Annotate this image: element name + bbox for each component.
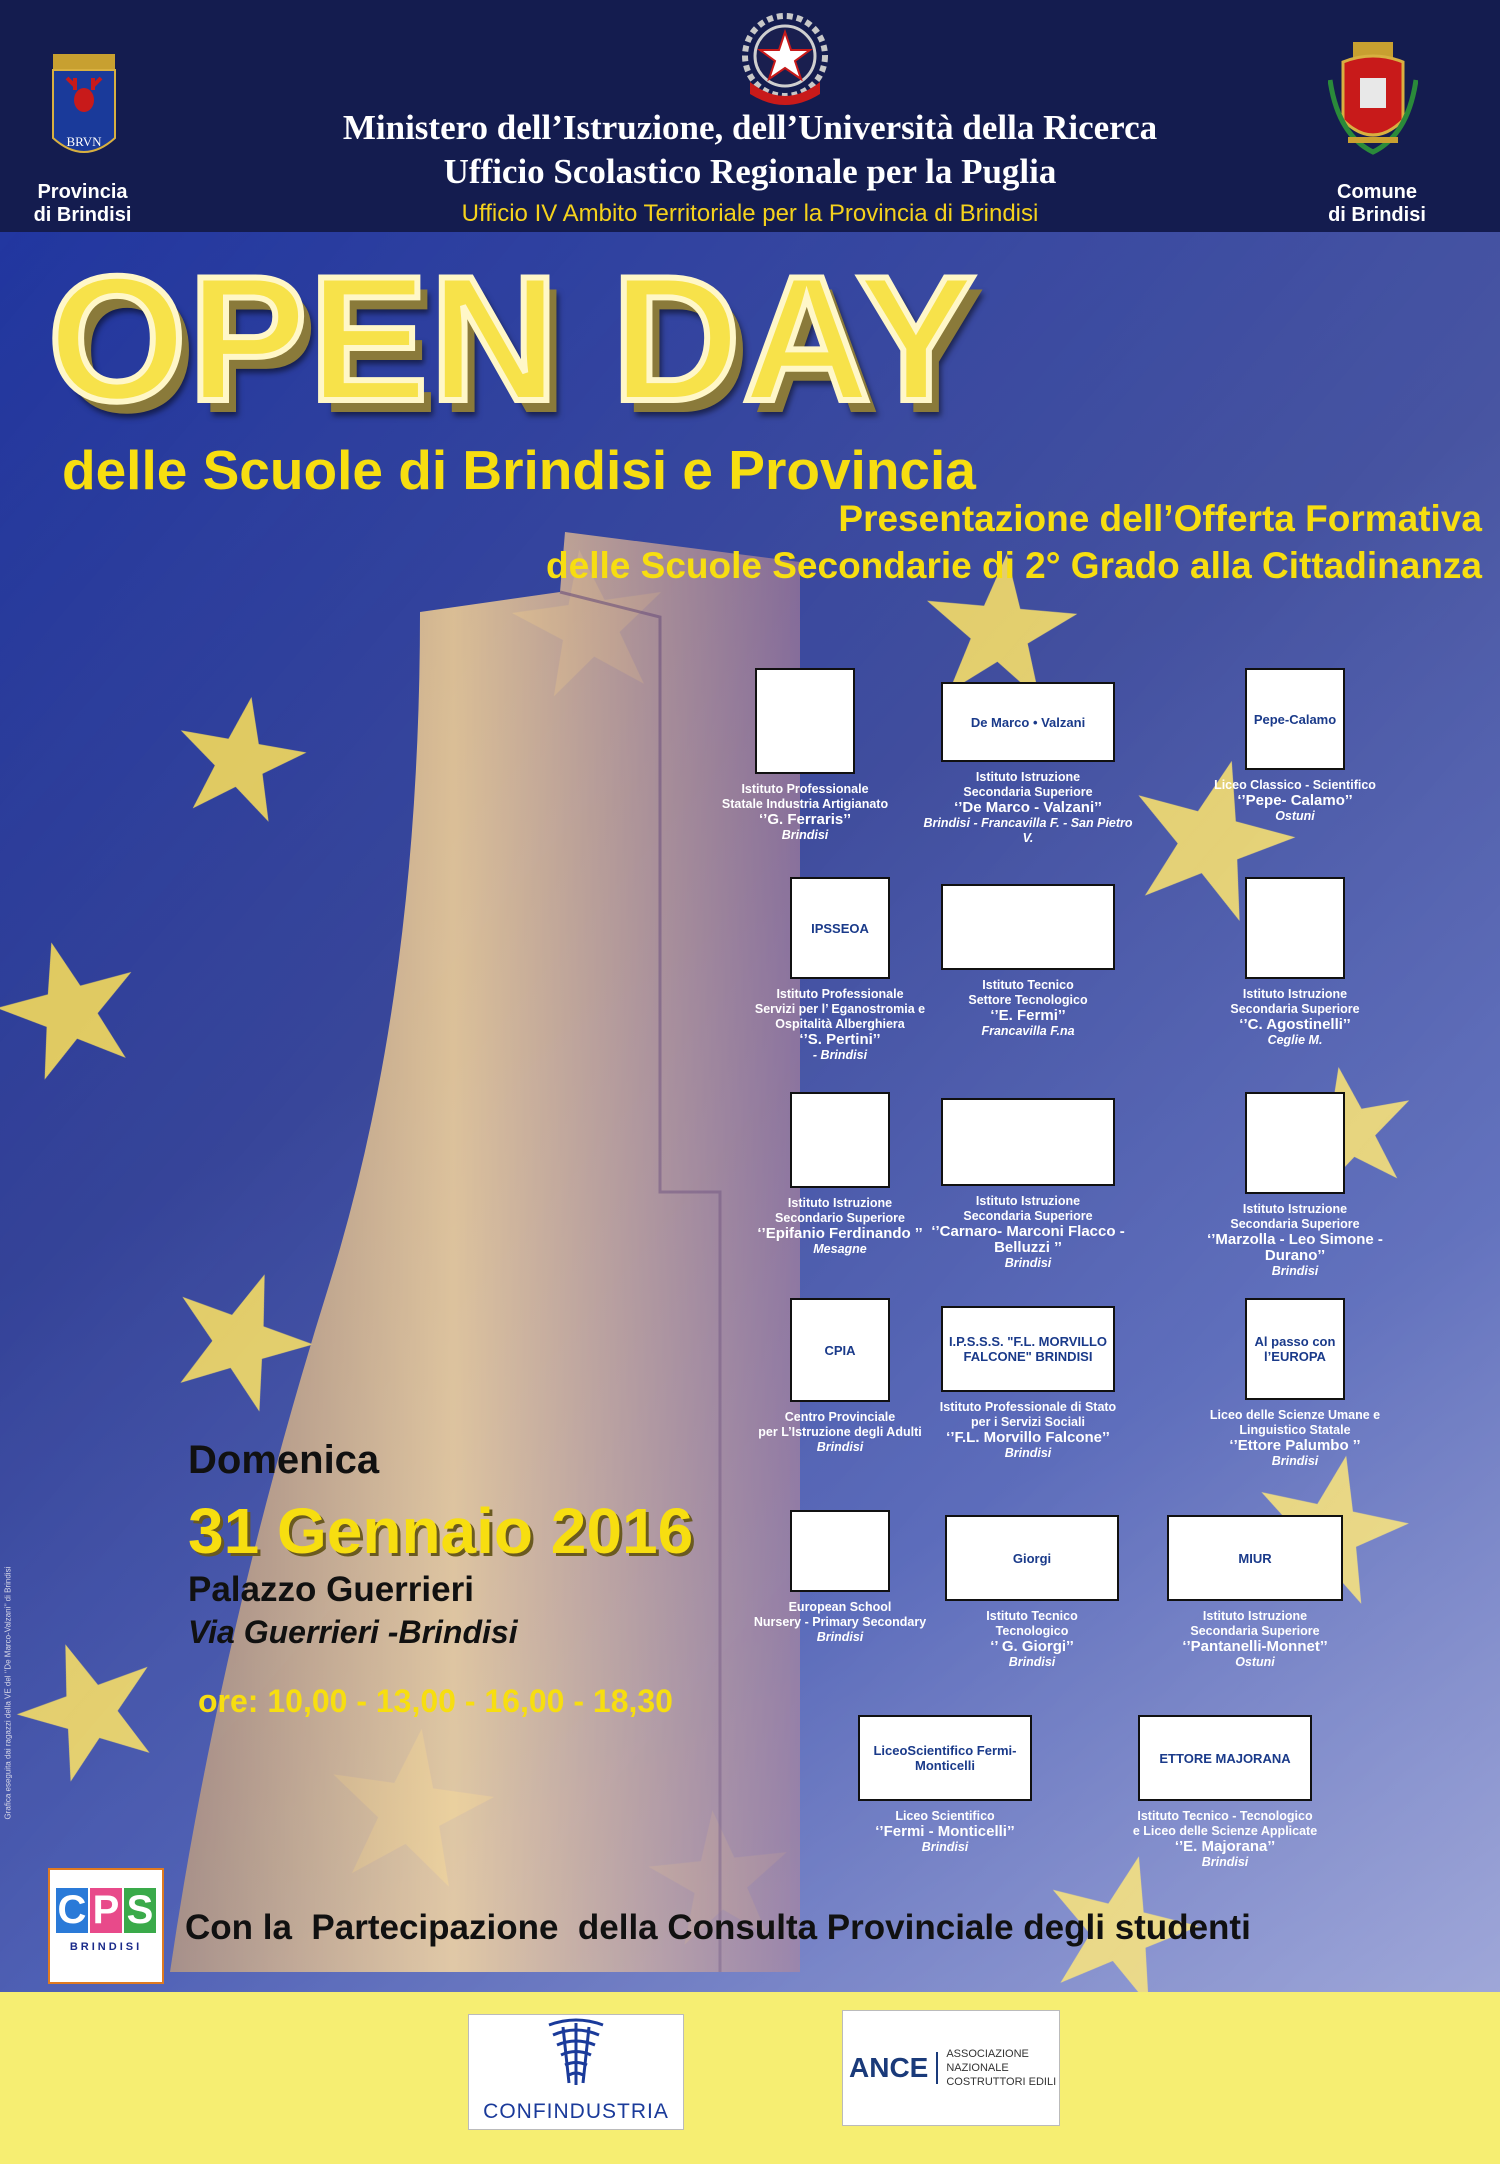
school-logo [941, 1306, 1115, 1392]
school-name: ‘’De Marco - Valzani’’ [954, 799, 1102, 816]
school-card [735, 1510, 945, 1645]
school-line-2: Secondaria Superiore [1230, 1002, 1360, 1016]
confindustria-logo [468, 2014, 684, 2130]
comune-emblem [1328, 40, 1418, 166]
school-line-2: Secondaria Superiore [963, 785, 1093, 799]
school-card [735, 1092, 945, 1257]
school-logo [790, 877, 890, 979]
school-logo-text [1024, 923, 1032, 931]
school-line-2: Settore Tecnologico [968, 993, 1088, 1007]
school-line-1: Istituto Professionale [741, 782, 869, 796]
ance-label: ANCE [843, 2052, 938, 2084]
school-city: Francavilla F.na [981, 1024, 1075, 1038]
school-name: ‘’F.L. Morvillo Falcone’’ [946, 1429, 1110, 1446]
school-line-2: per L’Istruzione degli Adulti [758, 1425, 922, 1439]
school-card [1190, 1092, 1400, 1279]
school-line-1: Istituto Professionale di Stato [939, 1400, 1117, 1414]
comune-label: Comune di Brindisi [1328, 181, 1426, 226]
school-logo [1245, 877, 1345, 979]
school-logo [790, 1298, 890, 1402]
school-line-1: Istituto Tecnico - Tecnologico [1137, 1809, 1313, 1823]
confindustria-icon [469, 2015, 683, 2095]
ance-sub-2: COSTRUTTORI EDILI [946, 2076, 1057, 2088]
school-logo [1245, 1092, 1345, 1194]
school-city: Brindisi [1004, 1446, 1052, 1460]
school-logo [1245, 668, 1345, 770]
school-name: ‘’Pepe- Calamo’’ [1237, 792, 1353, 809]
school-line-1: Istituto Professionale [776, 987, 904, 1001]
school-logo [1138, 1715, 1312, 1801]
school-line-2: e Liceo delle Scienze Applicate [1132, 1824, 1318, 1838]
school-card [923, 884, 1133, 1039]
school-line-2: Servizi per l’ Eganostromia e Ospitalità Alberghiera [754, 1002, 926, 1031]
school-line-2: Nursery - Primary Secondary [753, 1615, 927, 1629]
provincia-emblem [45, 48, 123, 166]
school-logo [790, 1510, 890, 1592]
school-name: ‘’Epifanio Ferdinando ’’ [757, 1225, 923, 1242]
school-logo [790, 1092, 890, 1188]
event-venue: Palazzo Guerrieri [188, 1570, 474, 1609]
school-name: ‘’S. Pertini’’ [799, 1031, 881, 1048]
school-line-1: Istituto Istruzione [1242, 987, 1348, 1001]
school-line-1: Istituto Tecnico [982, 978, 1074, 992]
school-logo-text: De Marco • Valzani [970, 714, 1086, 730]
subtitle-cittadinanza: delle Scuole Secondarie di 2° Grado alla Cittadinanza [546, 545, 1482, 586]
school-city: Brindisi [816, 1440, 864, 1454]
sponsor-footer [0, 1992, 1500, 2164]
school-city: Brindisi [781, 828, 829, 842]
school-logo-text [1291, 924, 1299, 932]
school-card [1120, 1715, 1330, 1870]
event-times: ore: 10,00 - 13,00 - 16,00 - 18,30 [198, 1683, 673, 1719]
school-name: ‘’G. Ferraris’’ [759, 811, 851, 828]
school-logo [941, 884, 1115, 970]
ufficio-ambito-title: Ufficio IV Ambito Territoriale per la Provincia di Brindisi [461, 200, 1039, 227]
school-logo-text [836, 1136, 844, 1144]
school-line-1: Istituto Tecnico [986, 1609, 1078, 1623]
school-logo [1245, 1298, 1345, 1400]
school-line-1: Istituto Istruzione [975, 770, 1081, 784]
cps-logo: C P S BRINDISI [48, 1868, 164, 1984]
school-city: Mesagne [813, 1242, 867, 1256]
school-city: Brindisi [1271, 1264, 1319, 1278]
event-date: 31 Gennaio 2016 [188, 1495, 694, 1567]
provincia-label: Provincia di Brindisi [33, 181, 132, 226]
school-card [735, 877, 945, 1063]
school-city: Ceglie M. [1267, 1033, 1323, 1047]
school-logo [945, 1515, 1119, 1601]
school-line-1: Istituto Istruzione [1242, 1202, 1348, 1216]
school-line-2: Secondaria Superiore [1230, 1217, 1360, 1231]
school-city: - Brindisi [812, 1048, 868, 1062]
school-line-2: Statale Industria Artigianato [721, 797, 889, 811]
school-name: ‘’ G. Giorgi’’ [990, 1638, 1074, 1655]
school-logo-text: Giorgi [1012, 1550, 1052, 1566]
school-logo-text: LiceoScientifico Fermi-Monticelli [873, 1743, 1017, 1773]
school-logo-text: IPSSEOA [811, 920, 869, 936]
school-name: ‘’Pantanelli-Monnet’’ [1182, 1638, 1328, 1655]
school-city: Ostuni [1275, 809, 1315, 823]
school-line-2: Linguistico Statale [1239, 1423, 1351, 1437]
event-address: Via Guerrieri -Brindisi [188, 1614, 518, 1650]
school-card [735, 1298, 945, 1455]
school-logo-text [836, 1547, 844, 1555]
school-logo-text [1291, 1139, 1299, 1147]
open-day-title: OPEN DAY [48, 239, 978, 438]
school-card [840, 1715, 1050, 1855]
school-city: Brindisi [816, 1630, 864, 1644]
participation-text: Con la Partecipazione della Consulta Provinciale degli studenti [185, 1908, 1251, 1947]
school-logo-text: MIUR [1238, 1550, 1272, 1566]
school-city: Brindisi [1201, 1855, 1249, 1869]
school-card [1190, 877, 1400, 1048]
subtitle-presentazione: Presentazione dell’Offerta Formativa [838, 498, 1482, 539]
school-name: ‘’E. Fermi’’ [990, 1007, 1066, 1024]
school-logo-text: ETTORE MAJORANA [1159, 1750, 1291, 1766]
school-line-1: Centro Provinciale [784, 1410, 896, 1424]
school-logo-text: CPIA [824, 1342, 856, 1358]
school-line-1: Istituto Istruzione [787, 1196, 893, 1210]
school-card [1190, 668, 1400, 824]
event-day: Domenica [188, 1438, 380, 1482]
school-card [923, 682, 1133, 846]
header-bar [0, 0, 1500, 232]
school-name: ‘’Ettore Palumbo ’’ [1229, 1437, 1361, 1454]
school-name: ‘’Carnaro- Marconi Flacco - Belluzzi ’’ [931, 1223, 1125, 1256]
school-card [700, 668, 910, 843]
school-name: ‘’Fermi - Monticelli’’ [875, 1823, 1015, 1840]
graphic-credit: Grafica eseguita dai ragazzi della VE del ‘’De Marco-Valzani’’ di Brindisi [3, 1566, 13, 1820]
school-line-2: per i Servizi Sociali [971, 1415, 1085, 1429]
repubblica-emblem [740, 12, 830, 107]
ance-sub-1: ASSOCIAZIONE NAZIONALE [946, 2048, 1029, 2074]
school-logo [755, 668, 855, 774]
cps-logo-sub: BRINDISI [69, 1941, 143, 1953]
subtitle-scuole: delle Scuole di Brindisi e Provincia [62, 439, 976, 501]
school-logo [1167, 1515, 1343, 1601]
school-logo [941, 682, 1115, 762]
school-line-1: Liceo Classico - Scientifico [1214, 778, 1376, 792]
school-line-2: Secondaria Superiore [1190, 1624, 1320, 1638]
school-city: Brindisi - Francavilla F. - San Pietro V. [923, 816, 1133, 845]
school-card [1190, 1298, 1400, 1469]
school-city: Brindisi [1004, 1256, 1052, 1270]
provincia-emblem-text: BRVN [66, 134, 102, 149]
school-logo [858, 1715, 1032, 1801]
school-line-2: Secondaria Superiore [963, 1209, 1093, 1223]
school-logo-text: Pepe-Calamo [1253, 711, 1337, 727]
ance-logo [842, 2010, 1060, 2126]
school-logo-text: Al passo con l’EUROPA [1254, 1334, 1336, 1364]
school-line-1: Liceo Scientifico [895, 1809, 995, 1823]
school-name: ‘’C. Agostinelli’’ [1239, 1016, 1351, 1033]
school-name: ‘’Marzolla - Leo Simone - Durano’’ [1207, 1231, 1383, 1264]
school-line-2: Secondario Superiore [775, 1211, 905, 1225]
school-line-1: Istituto Istruzione [975, 1194, 1081, 1208]
school-line-1: Istituto Istruzione [1202, 1609, 1308, 1623]
school-name: ‘’E. Majorana’’ [1174, 1838, 1276, 1855]
school-card [1150, 1515, 1360, 1670]
school-city: Brindisi [921, 1840, 969, 1854]
school-card [923, 1306, 1133, 1461]
ufficio-regionale-title: Ufficio Scolastico Regionale per la Puglia [443, 152, 1057, 191]
school-card [923, 1098, 1133, 1271]
school-line-2: Tecnologico [995, 1624, 1069, 1638]
school-line-1: Liceo delle Scienze Umane e [1209, 1408, 1381, 1422]
school-logo-text: I.P.S.S.S. "F.L. MORVILLO FALCONE" BRINDISI [948, 1334, 1108, 1364]
school-logo [941, 1098, 1115, 1186]
school-city: Brindisi [1008, 1655, 1056, 1669]
school-logo-text [1024, 1138, 1032, 1146]
ministry-title: Ministero dell’Istruzione, dell’Università della Ricerca [342, 108, 1158, 147]
school-city: Brindisi [1271, 1454, 1319, 1468]
school-logo-text [801, 717, 809, 725]
school-city: Ostuni [1235, 1655, 1275, 1669]
school-card [927, 1515, 1137, 1670]
school-line-1: European School [788, 1600, 892, 1614]
confindustria-label: CONFINDUSTRIA [483, 2100, 669, 2123]
